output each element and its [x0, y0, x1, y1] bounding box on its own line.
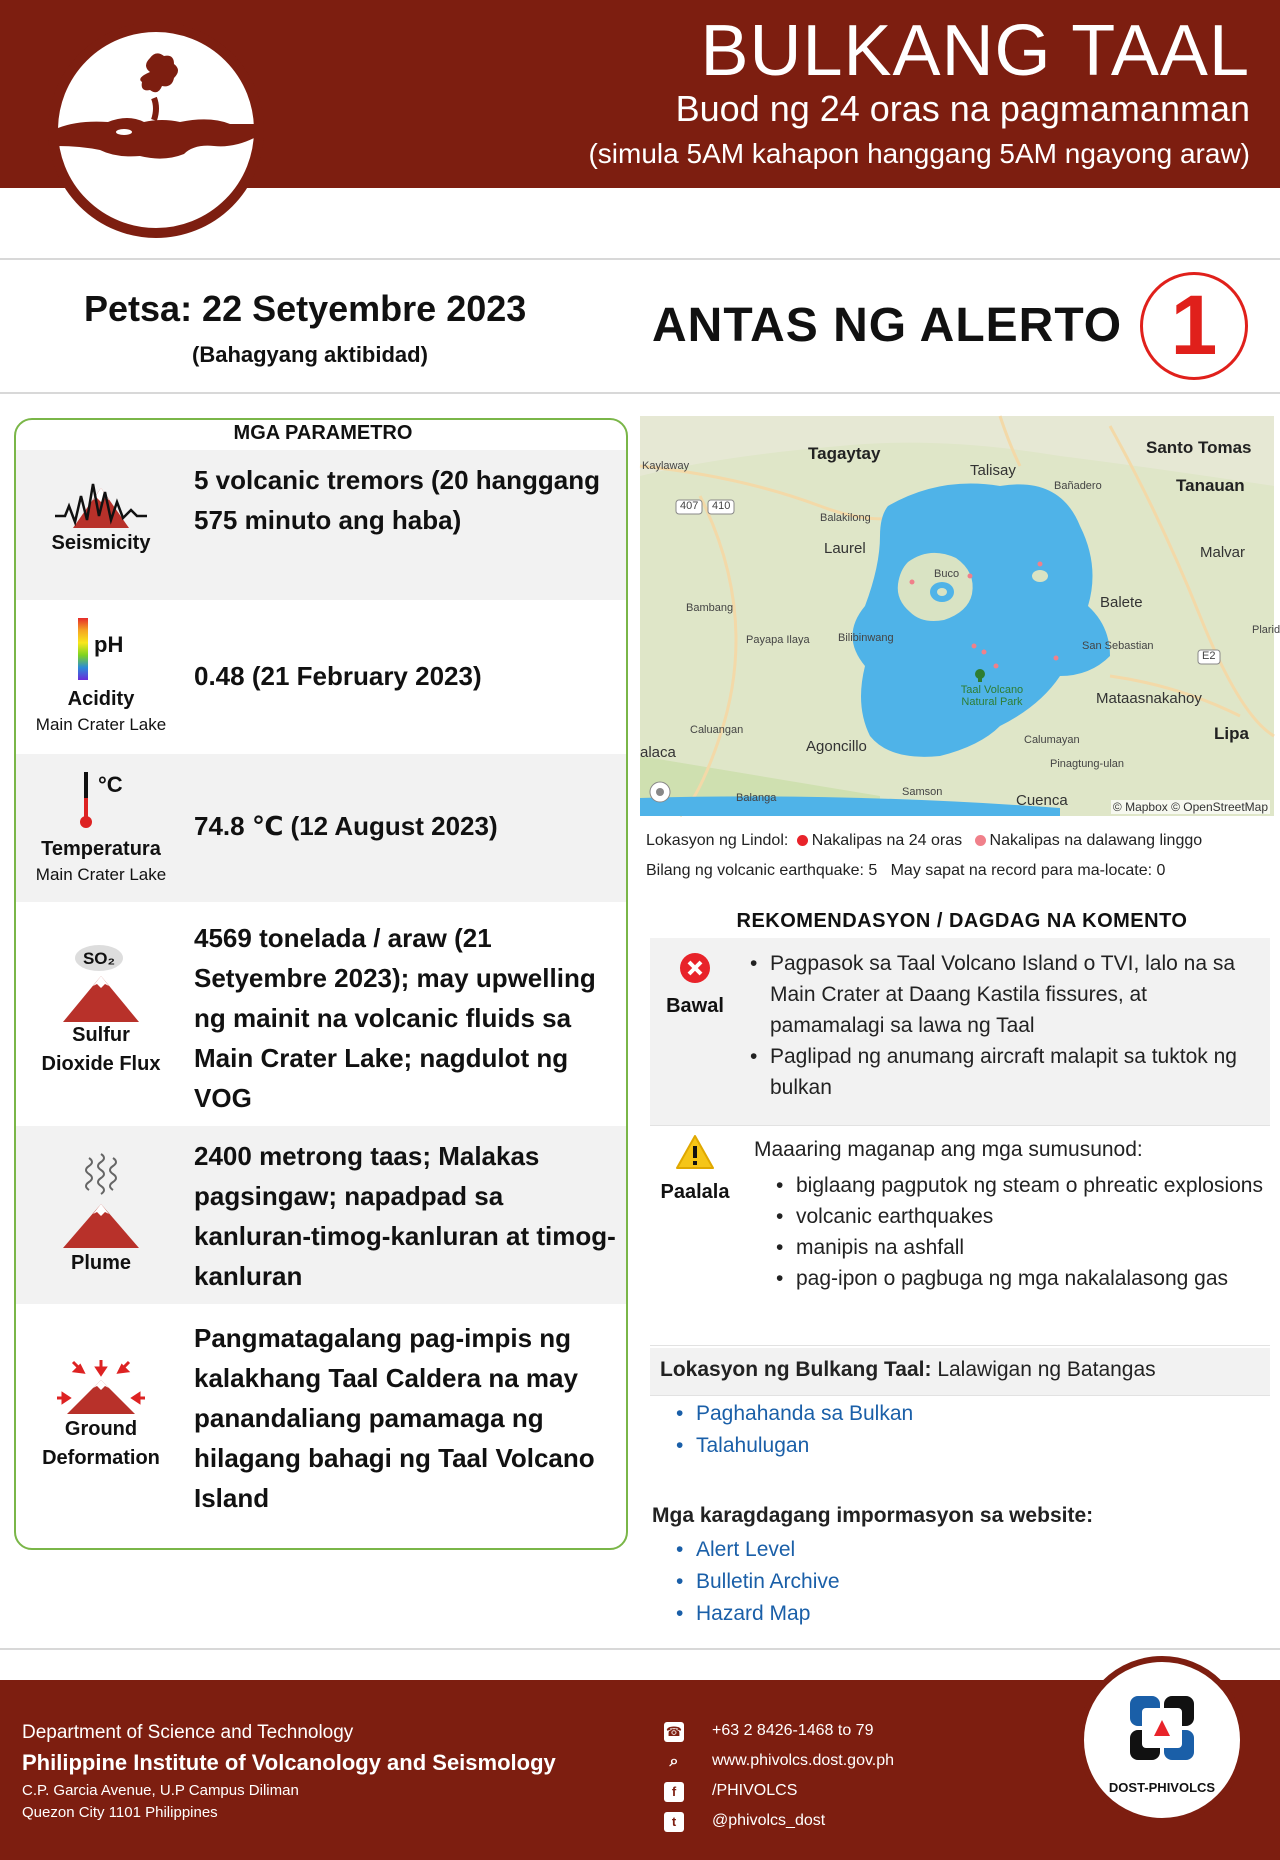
parameter-value: 5 volcanic tremors (20 hanggang 575 minuto ang haba) [194, 465, 601, 535]
more-info-title: Mga karagdagang impormasyon sa website: [652, 1504, 1094, 1527]
road-shield-410: 410 [712, 500, 731, 512]
more-info-links [676, 1534, 840, 1630]
map-label-malvar: Malvar [1200, 544, 1246, 561]
recommendations-title: REKOMENDASYON / DAGDAG NA KOMENTO [736, 910, 1188, 932]
map-label-calumayan: Calumayan [1024, 734, 1080, 746]
map-label-kaylaway: Kaylaway [642, 460, 690, 472]
divider [0, 258, 1280, 260]
parameter-icon-cell [16, 944, 186, 1076]
map-label-plaridel: Plarid [1252, 624, 1280, 636]
header-banner [0, 0, 1280, 188]
map-label-bambang: Bambang [686, 602, 734, 614]
dost-phivolcs-logo [1078, 1656, 1246, 1824]
link-alert-level[interactable]: • Alert Level [676, 1534, 840, 1566]
parameter-subname: Main Crater Lake [35, 865, 167, 884]
location-value: Lalawigan ng Batangas [937, 1358, 1156, 1381]
map-legend [646, 832, 1202, 850]
map-attribution[interactable]: © Mapbox © OpenStreetMap [1112, 800, 1268, 814]
ph-label: pH [94, 632, 124, 657]
page-title: BULKANG TAAL [700, 11, 1250, 91]
parameter-row-seismicity [16, 450, 626, 600]
map-label-mataasnakahoy: Mataasnakahoy [1096, 690, 1202, 707]
paalala-icon-cell [650, 1134, 740, 1204]
list-item: • manipis na ashfall [776, 1232, 1266, 1263]
divider [0, 392, 1280, 394]
parameter-icon-cell [16, 476, 186, 555]
parameter-value: Pangmatagalang pag-impis ng kalakhang Taal Caldera na may panandaliang pamamaga ng hilagang bahagi ng Taal Volcano Island [194, 1323, 595, 1513]
volcano-location [650, 1348, 1270, 1396]
list-item: • Paglipad ng anumang aircraft malapit sa tuktok ng bulkan [750, 1041, 1250, 1103]
celsius-label: °C [98, 772, 123, 797]
paalala-list [776, 1170, 1266, 1294]
map-label-laurel: Laurel [824, 540, 866, 557]
alert-level-badge: 1 [1140, 272, 1248, 380]
so2-label: SO₂ [82, 949, 116, 968]
bawal-icon-cell [650, 952, 740, 1018]
alert-level-label: ANTAS NG ALERTO [652, 299, 1123, 352]
map-label-tanauan: Tanauan [1176, 476, 1245, 495]
list-item: • Pagpasok sa Taal Volcano Island o TVI, lalo na sa Main Crater at Daang Kastila fissures, at pamamalagi sa lawa ng Taal [750, 948, 1250, 1041]
recommendation-reminder [650, 1128, 1270, 1346]
ph-icon [56, 618, 146, 682]
map-label-agoncillo: Agoncillo [806, 738, 867, 755]
parameter-row-acidity [16, 604, 626, 748]
parameter-value: 74.8 ℃ (12 August 2023) [194, 811, 498, 841]
search-globe-icon: ⌕ [669, 1753, 679, 1770]
link-talahulugan[interactable]: • Talahulugan [676, 1430, 913, 1462]
paalala-label: Paalala [660, 1181, 730, 1203]
parameters-title: MGA PARAMETRO [233, 422, 413, 444]
road-shield-e2: E2 [1202, 650, 1216, 662]
map-label-pinagtung: Pinagtung-ulan [1050, 758, 1125, 770]
ground-deformation-icon [53, 1358, 149, 1418]
map-label-santo-tomas: Santo Tomas [1146, 438, 1252, 457]
map-label-caluangan: Caluangan [690, 724, 744, 736]
twitter-text: @phivolcs_dost [712, 1812, 826, 1829]
twitter-icon: t [664, 1812, 684, 1832]
footer-address-line1: C.P. Garcia Avenue, U.P Campus Diliman [22, 1782, 299, 1799]
footer-institute: Philippine Institute of Volcanology and Seismology [22, 1750, 556, 1775]
parameter-row-temperature [16, 754, 626, 902]
footer-address-line2: Quezon City 1101 Philippines [22, 1804, 218, 1821]
map-label-banadero: Bañadero [1054, 480, 1102, 492]
page-subtitle: Buod ng 24 oras na pagmamanman [675, 88, 1250, 129]
map-label-talisay: Talisay [970, 462, 1016, 479]
parameter-name-line1: Ground [64, 1418, 138, 1440]
parameter-value: 4569 tonelada / araw (21 Setyembre 2023); may upwelling ng mainit na volcanic fluids sa Main Crater Lake; nagdulot ng VOG [194, 923, 596, 1113]
warning-icon [675, 1134, 715, 1170]
website-text: www.phivolcs.dost.gov.ph [712, 1752, 895, 1769]
facebook-text: /PHIVOLCS [712, 1782, 798, 1799]
parameter-row-ground-deformation [16, 1310, 626, 1540]
parameter-icon-cell [16, 770, 186, 885]
bulletin-date: Petsa: 22 Setyembre 2023 [84, 288, 527, 329]
road-shield-407: 407 [680, 500, 699, 512]
phone-icon: ☎ [664, 1722, 684, 1742]
thermometer-icon [56, 770, 146, 832]
map-label-bilibinwang: Bilibinwang [838, 632, 894, 644]
parameter-name: Temperatura [41, 838, 161, 860]
map-label-san-sebastian: San Sebastian [1082, 640, 1154, 652]
map-label-tagaytay: Tagaytay [808, 444, 881, 463]
parameter-value: 0.48 (21 February 2023) [194, 661, 482, 691]
map-label-balakilong: Balakilong [820, 512, 871, 524]
parameter-value: 2400 metrong taas; Malakas pagsingaw; napadpad sa kanluran-timog-kanluran at timog-kanluran [194, 1141, 616, 1291]
legend-2w-label: Nakalipas na dalawang linggo [989, 832, 1203, 849]
parameter-name-line2: Deformation [42, 1447, 160, 1469]
legend-24h-dot [797, 835, 808, 846]
parameters-panel [14, 418, 628, 1550]
prohibited-icon [679, 952, 711, 984]
parameter-name-line1: Sulfur [72, 1024, 130, 1046]
list-item: • biglaang pagputok ng steam o phreatic explosions [776, 1170, 1266, 1201]
location-line [660, 1358, 1156, 1382]
legend-prefix: Lokasyon ng Lindol: [646, 832, 789, 849]
legend-2w-dot [975, 835, 986, 846]
bawal-label: Bawal [666, 995, 724, 1017]
map-label-buco: Buco [934, 568, 960, 580]
map-label-lipa: Lipa [1214, 724, 1249, 743]
parameter-subname: Main Crater Lake [35, 715, 167, 734]
logo-text: DOST-PHIVOLCS [1108, 1780, 1216, 1795]
map-label-payapa-ilaya: Payapa Ilaya [746, 634, 810, 646]
so2-icon [53, 944, 149, 1024]
taal-volcano-logo [48, 22, 264, 238]
map-label-samson: Samson [902, 786, 943, 798]
divider [0, 1648, 1280, 1650]
parameter-icon-cell [16, 1358, 186, 1470]
seismicity-icon [53, 476, 149, 532]
parameter-name: Acidity [67, 688, 135, 710]
map-label-balanga: Balanga [736, 792, 777, 804]
monitoring-period: (simula 5AM kahapon hanggang 5AM ngayong araw) [588, 138, 1250, 169]
location-label: Lokasyon ng Bulkang Taal: [660, 1358, 932, 1381]
parameter-name: Seismicity [51, 532, 151, 554]
list-item: • volcanic earthquakes [776, 1201, 1266, 1232]
parameter-row-plume [16, 1126, 626, 1304]
earthquake-location-map[interactable] [640, 416, 1280, 816]
facebook-icon: f [664, 1782, 684, 1802]
map-label-cuenca: Cuenca [1016, 792, 1068, 809]
footer-department: Department of Science and Technology [22, 1722, 354, 1743]
parameter-row-so2 [16, 908, 626, 1120]
earthquake-count: Bilang ng volcanic earthquake: 5 May sapat na record para ma-locate: 0 [646, 862, 1166, 879]
activity-note: (Bahagyang aktibidad) [192, 342, 428, 367]
list-item: • pag-ipon o pagbuga ng mga nakalalasong gas [776, 1263, 1266, 1294]
map-label-balete: Balete [1100, 594, 1143, 611]
parameter-icon-cell [16, 1152, 186, 1275]
legend-24h-label: Nakalipas na 24 oras [811, 832, 963, 849]
recommendation-prohibited [650, 938, 1270, 1126]
parameter-name: Plume [70, 1252, 132, 1274]
phone-text: +63 2 8426-1468 to 79 [712, 1722, 874, 1739]
bawal-list [750, 948, 1250, 1103]
parameter-icon-cell [16, 618, 186, 735]
map-label-alaca: alaca [640, 744, 676, 761]
plume-icon [53, 1152, 149, 1252]
paalala-intro: Maaaring maganap ang mga sumusunod: [754, 1138, 1143, 1161]
link-hazard-map[interactable]: • Hazard Map [676, 1598, 840, 1630]
link-bulletin-archive[interactable]: • Bulletin Archive [676, 1566, 840, 1598]
location-links [676, 1398, 913, 1462]
map-label-taal-park: Taal Volcano Natural Park [960, 684, 1024, 708]
link-paghahanda[interactable]: • Paghahanda sa Bulkan [676, 1398, 913, 1430]
parameter-name-line2: Dioxide Flux [41, 1053, 161, 1075]
